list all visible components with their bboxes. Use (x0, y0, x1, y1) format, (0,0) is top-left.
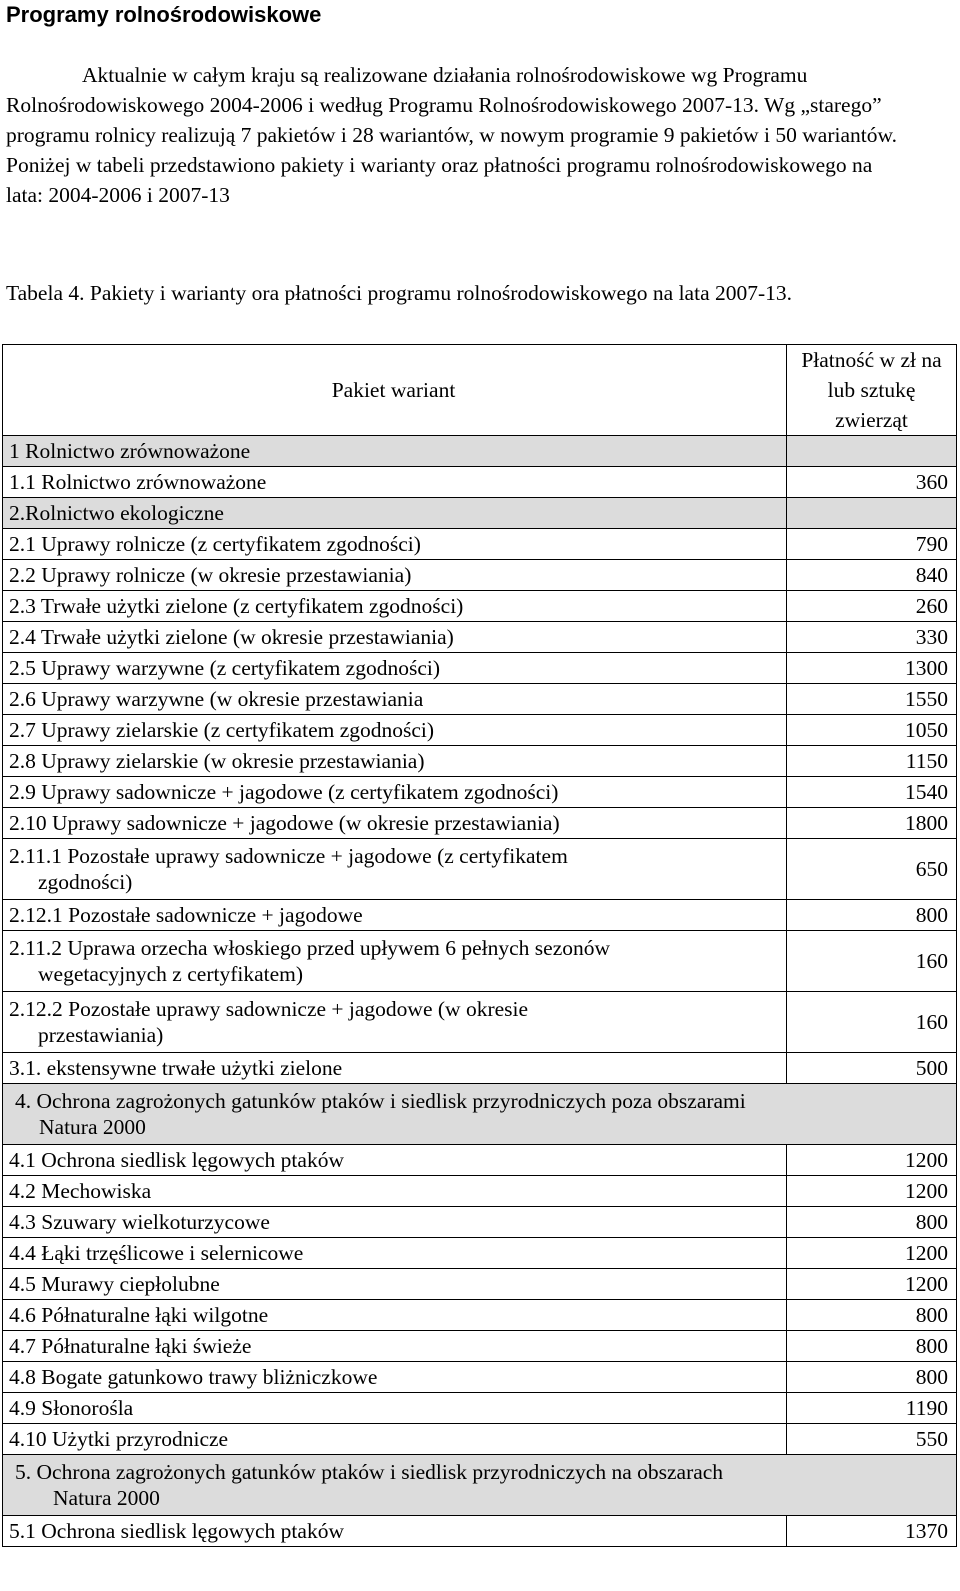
row-value: 800 (787, 900, 957, 931)
table-header-row (3, 345, 957, 436)
row-label: 1.1 Rolnictwo zrównoważone (3, 467, 787, 498)
row-label: 2.6 Uprawy warzywne (w okresie przestawiania (3, 684, 787, 715)
section-label-continuation: Natura 2000 (53, 1486, 160, 1510)
section-label (3, 1455, 957, 1516)
table-row (3, 1207, 957, 1238)
row-value: 260 (787, 591, 957, 622)
row-label: 2.12.1 Pozostałe sadownicze + jagodowe (3, 900, 787, 931)
row-value (787, 436, 957, 467)
section-label (3, 1084, 957, 1145)
table-row (3, 1176, 957, 1207)
table-row (3, 1362, 957, 1393)
row-value: 550 (787, 1424, 957, 1455)
row-label: 2.5 Uprawy warzywne (z certyfikatem zgodności) (3, 653, 787, 684)
row-label: 4.4 Łąki trzęślicowe i selernicowe (3, 1238, 787, 1269)
row-value: 800 (787, 1207, 957, 1238)
table-row (3, 1424, 957, 1455)
row-value: 1200 (787, 1238, 957, 1269)
row-label: 2.2 Uprawy rolnicze (w okresie przestawiania) (3, 560, 787, 591)
table-row (3, 498, 957, 529)
section-label-line: 4. Ochrona zagrożonych gatunków ptaków i siedlisk przyrodniczych poza obszarami (15, 1089, 746, 1113)
row-value: 1200 (787, 1269, 957, 1300)
table-caption: Tabela 4. Pakiety i warianty ora płatności programu rolnośrodowiskowego na lata 2007-13. (6, 281, 793, 305)
table-row (3, 1393, 957, 1424)
row-value: 1200 (787, 1145, 957, 1176)
row-value: 1190 (787, 1393, 957, 1424)
table-row (3, 653, 957, 684)
packages-table (2, 344, 957, 1547)
row-label: 2.8 Uprawy zielarskie (w okresie przestawiania) (3, 746, 787, 777)
row-value: 800 (787, 1300, 957, 1331)
row-label: 4.7 Półnaturalne łąki świeże (3, 1331, 787, 1362)
table-row (3, 931, 957, 992)
section-label-line: 5. Ochrona zagrożonych gatunków ptaków i siedlisk przyrodniczych na obszarach (15, 1460, 724, 1484)
row-label (3, 931, 787, 992)
row-label: 2.9 Uprawy sadownicze + jagodowe (z certyfikatem zgodności) (3, 777, 787, 808)
row-label: 2.7 Uprawy zielarskie (z certyfikatem zgodności) (3, 715, 787, 746)
table-section-row (3, 1455, 957, 1516)
row-label-line: 2.12.2 Pozostałe uprawy sadownicze + jagodowe (w okresie (9, 997, 529, 1021)
section-label-continuation: Natura 2000 (39, 1115, 146, 1139)
table-row (3, 622, 957, 653)
table-row (3, 467, 957, 498)
row-value: 360 (787, 467, 957, 498)
row-label: 1 Rolnictwo zrównoważone (3, 436, 787, 467)
table-row (3, 992, 957, 1053)
row-value: 1370 (787, 1516, 957, 1547)
row-value: 160 (787, 931, 957, 992)
row-value: 1800 (787, 808, 957, 839)
row-label: 4.9 Słonorośla (3, 1393, 787, 1424)
row-label-continuation: wegetacyjnych z certyfikatem) (38, 962, 304, 986)
table-row (3, 1145, 957, 1176)
row-label-continuation: przestawiania) (38, 1023, 164, 1047)
row-value (787, 498, 957, 529)
row-label: 4.3 Szuwary wielkoturzycowe (3, 1207, 787, 1238)
row-label: 3.1. ekstensywne trwałe użytki zielone (3, 1053, 787, 1084)
row-value: 160 (787, 992, 957, 1053)
table-row (3, 591, 957, 622)
row-label: 4.6 Półnaturalne łąki wilgotne (3, 1300, 787, 1331)
row-value: 790 (787, 529, 957, 560)
row-value: 800 (787, 1362, 957, 1393)
document-title: Programy rolnośrodowiskowe (6, 2, 322, 27)
table-section-row (3, 1084, 957, 1145)
table-row (3, 560, 957, 591)
table-row (3, 777, 957, 808)
table-row (3, 684, 957, 715)
row-value: 1050 (787, 715, 957, 746)
row-label-continuation: zgodności) (38, 870, 133, 894)
table-row (3, 715, 957, 746)
row-value: 1550 (787, 684, 957, 715)
table-row (3, 746, 957, 777)
row-label (3, 839, 787, 900)
table-row (3, 1300, 957, 1331)
table-row (3, 529, 957, 560)
row-value: 840 (787, 560, 957, 591)
table-row (3, 1516, 957, 1547)
intro-paragraph: Aktualnie w całym kraju są realizowane działania rolnośrodowiskowe wg Programu Rolnośrodowiskowego 2004-2006 i według Programu Rolnośrodowiskowego 2007-13. Wg „starego” programu rolnicy realizują 7 pakietów i 28 wariantów, w nowym programie 9 pakietów i 50 wariantów. Poniżej w tabeli przedstawiono pakiety i warianty oraz płatności programu rolnośrodowiskowego na lata: 2004-2006 i 2007-13 (6, 63, 898, 207)
header-payment: Płatność w zł na lub sztukę zwierząt (787, 345, 957, 436)
row-value: 1300 (787, 653, 957, 684)
row-label: 2.4 Trwałe użytki zielone (w okresie przestawiania) (3, 622, 787, 653)
header-package-variant: Pakiet wariant (3, 345, 787, 436)
row-value: 1150 (787, 746, 957, 777)
row-value: 500 (787, 1053, 957, 1084)
row-label-line: 2.11.2 Uprawa orzecha włoskiego przed upływem 6 pełnych sezonów (9, 936, 611, 960)
table-row (3, 436, 957, 467)
table-row (3, 1269, 957, 1300)
row-value: 650 (787, 839, 957, 900)
row-label: 4.2 Mechowiska (3, 1176, 787, 1207)
table-row (3, 1238, 957, 1269)
row-value: 330 (787, 622, 957, 653)
table-row (3, 808, 957, 839)
table-row (3, 1331, 957, 1362)
row-value: 800 (787, 1331, 957, 1362)
table-row (3, 1053, 957, 1084)
row-value: 1200 (787, 1176, 957, 1207)
table-row (3, 839, 957, 900)
row-label: 2.Rolnictwo ekologiczne (3, 498, 787, 529)
row-label: 4.5 Murawy ciepłolubne (3, 1269, 787, 1300)
row-label: 4.10 Użytki przyrodnicze (3, 1424, 787, 1455)
row-label: 2.10 Uprawy sadownicze + jagodowe (w okresie przestawiania) (3, 808, 787, 839)
table-row (3, 900, 957, 931)
row-label: 4.8 Bogate gatunkowo trawy bliżniczkowe (3, 1362, 787, 1393)
row-label: 2.1 Uprawy rolnicze (z certyfikatem zgodności) (3, 529, 787, 560)
row-label: 4.1 Ochrona siedlisk lęgowych ptaków (3, 1145, 787, 1176)
row-label-line: 2.11.1 Pozostałe uprawy sadownicze + jagodowe (z certyfikatem (9, 844, 568, 868)
row-label: 2.3 Trwałe użytki zielone (z certyfikatem zgodności) (3, 591, 787, 622)
row-label (3, 992, 787, 1053)
row-label: 5.1 Ochrona siedlisk lęgowych ptaków (3, 1516, 787, 1547)
row-value: 1540 (787, 777, 957, 808)
